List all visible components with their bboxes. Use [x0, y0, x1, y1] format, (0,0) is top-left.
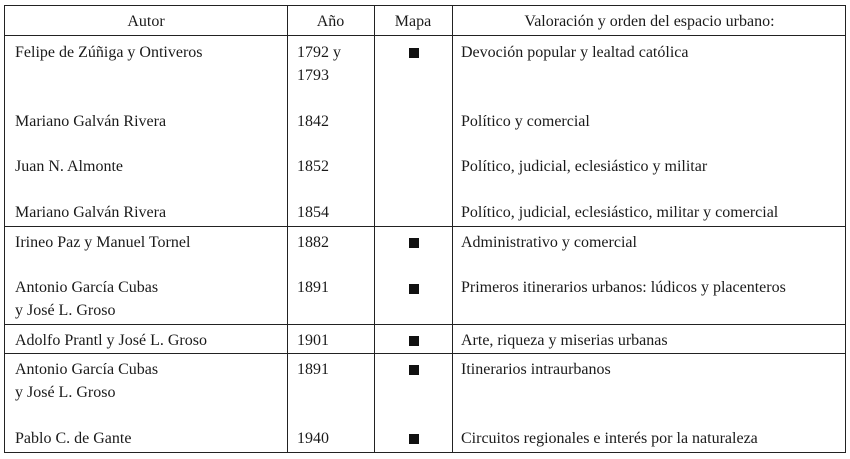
map-marker-icon — [409, 48, 419, 58]
group-divider — [5, 353, 845, 354]
cell-valoracion: Circuitos regionales e interés por la naturaleza — [461, 430, 758, 447]
cell-anio: 1891 — [297, 361, 329, 378]
cell-autor-cont: y José L. Groso — [15, 302, 116, 319]
cell-anio: 1792 y — [297, 44, 341, 61]
header-anio: Año — [316, 13, 345, 30]
map-marker-icon — [409, 336, 419, 346]
data-table — [4, 5, 846, 453]
group-divider — [5, 324, 845, 325]
cell-anio: 1852 — [297, 158, 329, 175]
cell-autor: Mariano Galván Rivera — [15, 204, 167, 221]
header-autor: Autor — [127, 13, 165, 30]
cell-autor: Adolfo Prantl y José L. Groso — [15, 332, 207, 349]
cell-autor: Pablo C. de Gante — [15, 430, 132, 447]
cell-valoracion: Primeros itinerarios urbanos: lúdicos y placenteros — [461, 279, 786, 296]
column-divider — [374, 6, 375, 452]
cell-valoracion: Itinerarios intraurbanos — [461, 361, 611, 378]
cell-anio: 1882 — [297, 234, 329, 251]
map-marker-icon — [409, 434, 419, 444]
cell-valoracion: Devoción popular y lealtad católica — [461, 44, 689, 61]
header-valoracion: Valoración y orden del espacio urbano: — [524, 13, 775, 30]
cell-anio: 1842 — [297, 113, 329, 130]
cell-valoracion: Arte, riqueza y miserias urbanas — [461, 332, 668, 349]
cell-anio: 1901 — [297, 332, 329, 349]
cell-valoracion: Político, judicial, eclesiástico, militar y comercial — [461, 204, 779, 221]
group-divider — [5, 226, 845, 227]
cell-valoracion: Político, judicial, eclesiástico y militar — [461, 158, 708, 175]
column-divider — [287, 6, 288, 452]
column-divider — [452, 6, 453, 452]
cell-anio-cont: 1793 — [297, 67, 329, 84]
map-marker-icon — [409, 284, 419, 294]
cell-valoracion: Político y comercial — [461, 113, 590, 130]
cell-anio: 1891 — [297, 279, 329, 296]
cell-autor-cont: y José L. Groso — [15, 384, 116, 401]
cell-autor: Antonio García Cubas — [15, 279, 159, 296]
map-marker-icon — [409, 238, 419, 248]
cell-autor: Felipe de Zúñiga y Ontiveros — [15, 44, 203, 61]
cell-valoracion: Administrativo y comercial — [461, 234, 637, 251]
cell-autor: Mariano Galván Rivera — [15, 113, 167, 130]
cell-autor: Juan N. Almonte — [15, 158, 123, 175]
cell-anio: 1854 — [297, 204, 329, 221]
header-mapa: Mapa — [394, 13, 432, 30]
header-divider — [5, 35, 845, 36]
cell-anio: 1940 — [297, 430, 329, 447]
cell-autor: Antonio García Cubas — [15, 361, 159, 378]
map-marker-icon — [409, 365, 419, 375]
cell-autor: Irineo Paz y Manuel Tornel — [15, 234, 191, 251]
